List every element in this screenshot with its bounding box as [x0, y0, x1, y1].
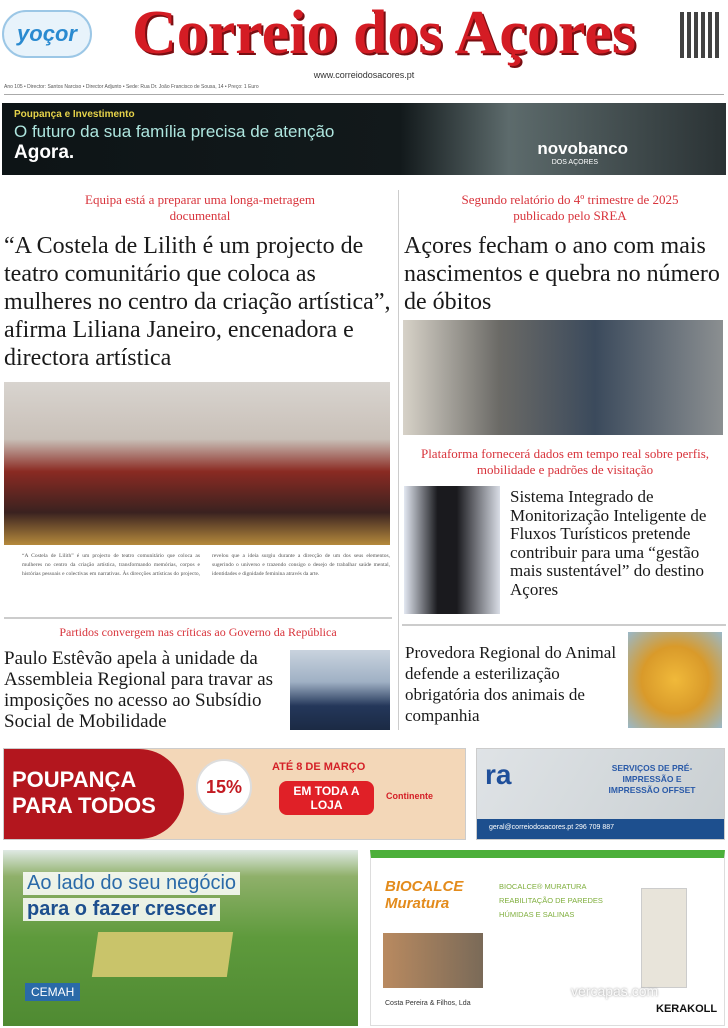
births-photo[interactable] — [403, 320, 723, 435]
ad-line2: para o fazer crescer — [23, 898, 220, 921]
ad-maker: KERAKOLL — [656, 1003, 718, 1015]
lead-headline[interactable]: “A Costela de Lilith é um projecto de teatro comunitário que coloca as mulheres no centro da criação artística”, afirma Liliana Janeiro, encenadora e directora artística — [4, 233, 391, 371]
divider — [402, 624, 726, 626]
partner-logo[interactable]: yoçor — [2, 10, 92, 58]
ad-photo — [383, 933, 483, 988]
tourism-kicker: Plataforma fornecerá dados em tempo real sobre perfis, mobilidade e padrões de visitação — [420, 446, 710, 477]
cemah-ad[interactable] — [3, 850, 358, 1026]
ad-tagline: O futuro da sua família precisa de atenção — [14, 122, 335, 141]
ad-brand: CEMAH — [25, 983, 80, 1001]
column-divider — [398, 190, 399, 730]
continente-ad[interactable] — [3, 748, 466, 840]
product-bucket — [641, 888, 687, 988]
ad-date: ATÉ 8 DE MARÇO — [272, 761, 366, 773]
mobility-headline[interactable]: Paulo Estêvão apela à unidade da Assembleia Regional para travar as imposições no acesso ao Subsídio Social de Mobilidade — [4, 648, 274, 732]
ad-company: Costa Pereira & Filhos, Lda — [385, 1000, 471, 1007]
lead-photo[interactable] — [4, 382, 390, 545]
ad-text: SERVIÇOS DE PRÉ-IMPRESSÃO E IMPRESSÃO OFFSET — [608, 763, 696, 795]
discount-badge: 15% — [196, 759, 252, 815]
mobility-photo[interactable] — [290, 650, 390, 730]
tourism-photo[interactable] — [404, 486, 500, 614]
births-kicker: Segundo relatório do 4º trimestre de 2025 publicado pelo SREA — [461, 192, 679, 223]
animals-photo[interactable] — [628, 632, 722, 728]
ad-title: POUPANÇA PARA TODOS — [4, 749, 184, 839]
biocalce-ad[interactable] — [370, 850, 725, 1026]
ad-brand: novobanco — [537, 139, 628, 158]
ad-cta: EM TODA A LOJA — [279, 781, 374, 815]
ad-brand: BIOCALCE Muratura — [385, 878, 464, 912]
ad-cta: Agora. — [14, 142, 75, 163]
newspaper-title: Correio dos Açores — [132, 0, 636, 67]
ad-kicker: Poupança e Investimento — [14, 109, 135, 120]
ad-headline: BIOCALCE® MURATURA REABILITAÇÃO DE PAREDES HÚMIDAS E SALINAS — [499, 882, 603, 919]
website-url[interactable]: www.correiodosacores.pt — [313, 70, 415, 80]
mobility-kicker: Partidos convergem nas críticas ao Governo da República — [59, 625, 337, 639]
novobanco-ad[interactable] — [2, 103, 726, 175]
divider — [4, 617, 392, 619]
ad-line1: Ao lado do seu negócio — [23, 872, 240, 895]
field-graphic — [92, 932, 233, 977]
print-services-ad[interactable] — [476, 748, 725, 840]
tourism-headline[interactable]: Sistema Integrado de Monitorização Inteligente de Fluxos Turísticos pretende contribuir para uma “gestão mais sustentável” do destino Açores — [510, 487, 707, 599]
lead-kicker: Equipa está a preparar uma longa-metragem documental — [85, 192, 315, 223]
lead-caption: “A Costela de Lilith” é um projecto de teatro comunitário que coloca as mulheres no centro da criação artística, transformando memórias, corpos e histórias pessoais e colectivas em narrativas. Às direcções artísticas do projecto, revelou que a ideia surgiu durante a direcção de um dos seus elementos, sugerindo o universo e trazendo consigo o desejo de trabalhar saúde mental, identidades e dignidade feminina através da arte. — [22, 553, 390, 577]
ad-logo: ra — [485, 759, 512, 790]
ad-brand-sub: DOS AÇORES — [551, 159, 598, 166]
ad-brand: Continente — [386, 791, 433, 801]
births-headline[interactable]: Açores fecham o ano com mais nascimentos e quebra no número de óbitos — [404, 233, 720, 315]
ad-contact: geral@correiodosacores.pt 296 709 887 — [477, 819, 724, 839]
watermark: vercapas.com — [571, 983, 659, 999]
animals-headline[interactable]: Provedora Regional do Animal defende a esterilização obrigatória dos animais de companhia — [405, 643, 617, 725]
info-line: Ano 105 • Director: Santos Narciso • Director Adjunto • Sede: Rua Dr. João Francisco de Sousa, 14 • Preço: 1 Euro — [4, 84, 724, 95]
qr-code-icon — [680, 12, 722, 58]
